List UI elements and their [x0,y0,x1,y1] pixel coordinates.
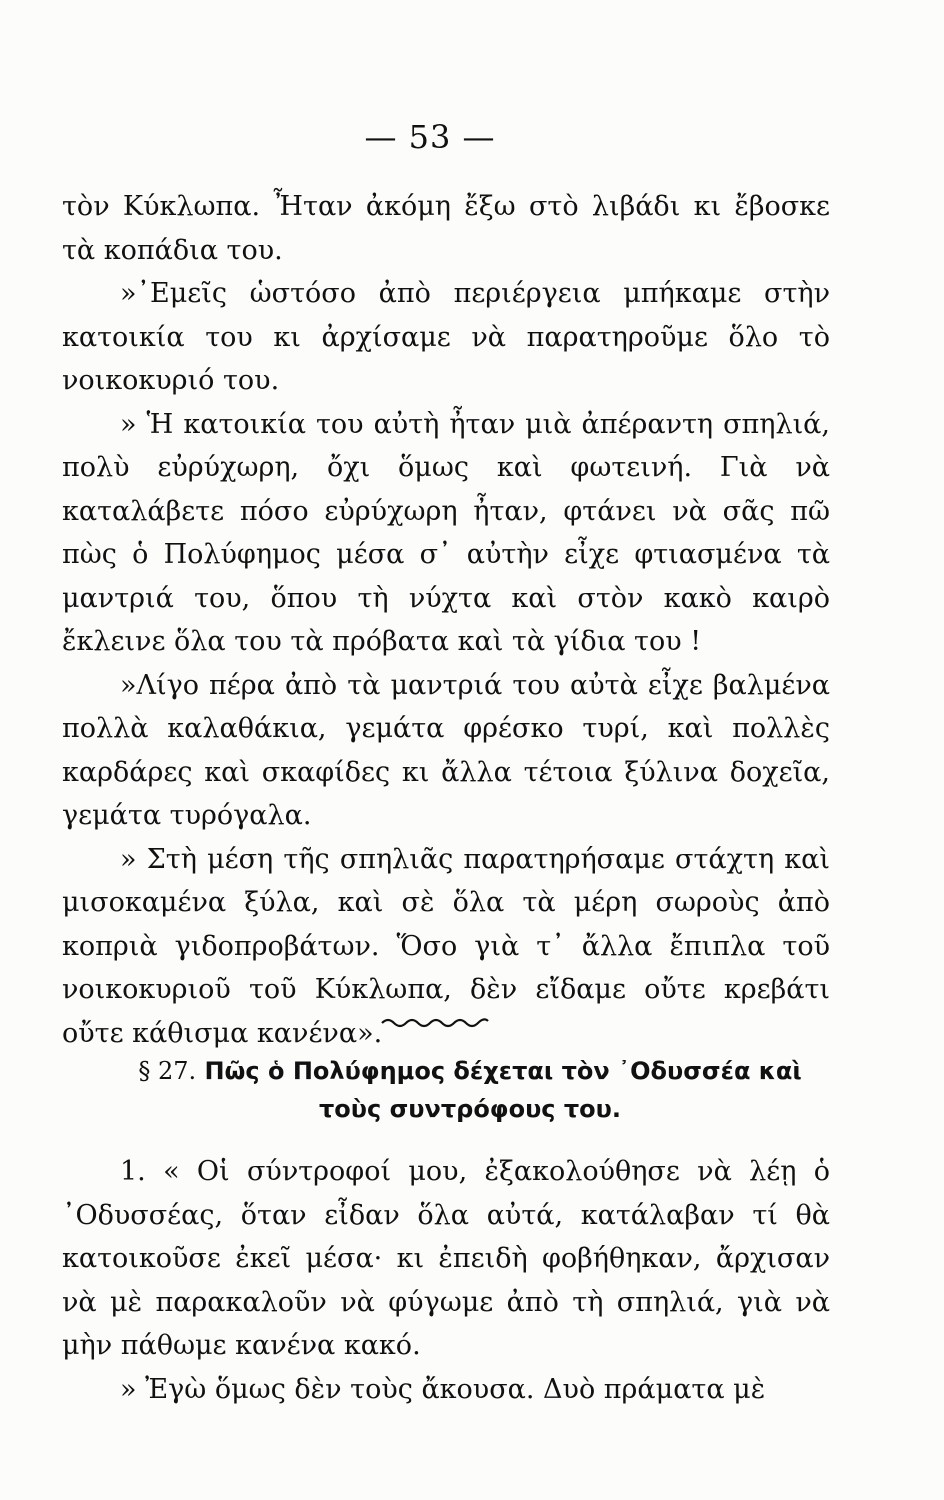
paragraph: »᾿Εμεῖς ὡστόσο ἀπὸ περιέργεια μπήκαμε στὴν κατοικία του κι ἀρχίσαμε νὰ παρατηροῦμε ὅλο τὸ νοικοκυριό του. [62,278,830,396]
paragraph: » Ἐγὼ ὅμως δὲν τοὺς ἄκουσα. Δυὸ πράματα μὲ [120,1373,766,1405]
paragraph: »Λίγο πέρα ἀπὸ τὰ μαντριά του αὐτὰ εἶχε βαλμένα πολλὰ καλαθάκια, γεμάτα φρέσκο τυρί, καὶ πολλὲς καρδάρες καὶ σκαφίδες κι ἄλλα τέτοια ξύλινα δοχεῖα, γεμάτα τυρόγαλα. [62,669,830,831]
wavy-rule-ornament [380,1012,490,1030]
paragraph: 1. « Οἱ σύντροφοί μου, ἐξακολούθησε νὰ λέῃ ὁ ᾿Οδυσσέας, ὅταν εἶδαν ὅλα αὐτά, κατάλαβαν τί θὰ κατοικοῦσε ἐκεῖ μέσα· κι ἐπειδὴ φοβήθηκαν, ἄρχισαν νὰ μὲ παρακαλοῦν νὰ φύγωμε ἀπὸ τὴ σπηλιά, γιὰ νὰ μὴν πάθωμε κανένα κακό. [62,1156,830,1361]
section-heading [130,1052,810,1128]
paragraph: » Ἡ κατοικία του αὐτὴ ἦταν μιὰ ἀπέραντη σπηλιά, πολὺ εὐρύχωρη, ὄχι ὅμως καὶ φωτεινή. Γιὰ νὰ καταλάβετε πόσο εὐρύχωρη ἦταν, φτάνει νὰ σᾶς πῶ πὼς ὁ Πολύφημος μέσα σ᾿ αὐτὴν εἶχε φτιασμένα τὰ μαντριά του, ὅπου τὴ νύχτα καὶ στὸν κακὸ καιρὸ ἔκλεινε ὅλα του τὰ πρόβατα καὶ τὰ γίδια του ! [62,408,830,657]
text-block-top [62,185,830,1055]
text-block-bottom [62,1150,830,1411]
section-title: Πῶς ὁ Πολύφημος δέχεται τὸν ᾿Οδυσσέα καὶ τοὺς συντρόφους του. [204,1057,802,1123]
paragraph: » Στὴ μέση τῆς σπηλιᾶς παρατηρήσαμε στάχτη καὶ μισοκαμένα ξύλα, καὶ σὲ ὅλα τὰ μέρη σωροὺς ἀπὸ κοπριὰ γιδοπροβάτων. Ὅσο γιὰ τ᾿ ἄλλα ἔπιπλα τοῦ νοικοκυριοῦ τοῦ Κύκλωπα, δὲν εἴδαμε οὔτε κρεβάτι οὔτε κάθισμα κανένα». [62,843,830,1049]
page-number: — 53 — [364,118,496,156]
paragraph-continuation: τὸν Κύκλωπα. Ἦταν ἀκόμη ἔξω στὸ λιβάδι κι ἔβοσκε τὰ κοπάδια του. [62,191,830,266]
section-number: § 27. [138,1057,197,1085]
